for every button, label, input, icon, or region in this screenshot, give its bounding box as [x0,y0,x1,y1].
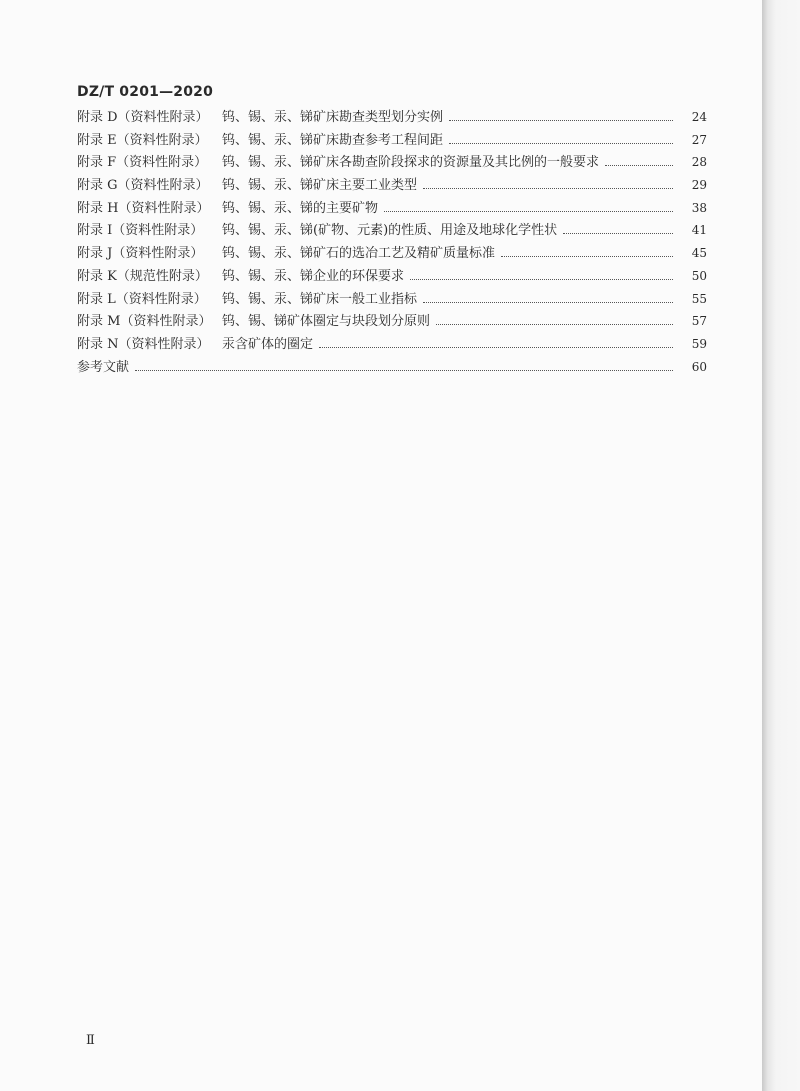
toc-entry[interactable] [77,333,707,356]
page-number: Ⅱ [86,1033,95,1048]
toc-entry-label: 附录 K（规范性附录） [77,268,208,284]
toc-entry-label: 附录 M（资料性附录） [77,314,212,330]
toc-leader-dots [563,233,673,234]
toc-entry-label: 附录 D（资料性附录） [77,110,209,125]
toc-entry-title: 钨、锡、汞、锑矿床各勘查阶段探求的资源量及其比例的一般要求 [222,155,600,171]
toc-entry[interactable] [77,197,707,220]
toc-leader-dots [423,188,673,189]
toc-entry-page: 45 [691,246,707,261]
toc-entry-title: 钨、锡、汞、锑矿床勘查类型划分实例 [222,110,444,125]
toc-entry-title: 钨、锡、汞、锑企业的环保要求 [222,268,405,284]
scan-edge [762,0,800,1091]
toc-entry-page: 59 [691,336,707,351]
toc-entry-title: 钨、锡、汞、锑矿石的选冶工艺及精矿质量标准 [222,246,496,262]
toc-leader-dots [449,143,673,144]
toc-leader-dots [135,370,673,371]
toc-entry-references[interactable] [77,356,707,379]
toc-entry[interactable] [77,265,707,288]
toc-entry-label: 附录 H（资料性附录） [77,200,210,216]
toc-entry[interactable] [77,310,707,333]
toc-leader-dots [423,302,673,303]
toc-entry-title: 钨、锡、锑矿体圈定与块段划分原则 [222,314,431,330]
toc-entry-label: 附录 I（资料性附录） [77,223,204,239]
toc-entry[interactable] [77,219,707,242]
toc-leader-dots [501,256,673,257]
toc-entry-page: 28 [691,155,707,170]
toc-references-title: 参考文献 [77,359,130,375]
toc-entry-label: 附录 J（资料性附录） [77,246,204,262]
toc-leader-dots [449,120,673,121]
table-of-contents [77,106,707,378]
toc-entry[interactable] [77,106,707,129]
toc-entry-title: 钨、锡、汞、锑的主要矿物 [222,200,379,216]
toc-entry-page: 55 [691,291,707,306]
toc-entry[interactable] [77,174,707,197]
toc-entry-page: 41 [691,223,707,238]
toc-entry-title: 钨、锡、汞、锑矿床一般工业指标 [222,291,418,307]
toc-entry-page: 24 [691,110,707,124]
toc-leader-dots [384,211,673,212]
toc-entry-label: 附录 N（资料性附录） [77,336,210,352]
toc-entry[interactable] [77,151,707,174]
toc-entry-title: 钨、锡、汞、锑矿床主要工业类型 [222,178,418,194]
toc-leader-dots [605,165,673,166]
toc-entry-page: 27 [691,132,707,147]
toc-leader-dots [410,279,673,280]
standard-code: DZ/T 0201—2020 [77,84,214,100]
toc-entry[interactable] [77,288,707,311]
toc-references-page: 60 [691,359,707,374]
toc-leader-dots [436,324,673,325]
toc-entry-page: 50 [691,268,707,283]
toc-entry-label: 附录 G（资料性附录） [77,178,209,194]
toc-entry-label: 附录 L（资料性附录） [77,291,207,307]
toc-entry-title: 钨、锡、汞、锑(矿物、元素)的性质、用途及地球化学性状 [222,223,558,239]
toc-entry-page: 57 [691,314,707,329]
toc-entry-page: 38 [691,200,707,215]
toc-entry[interactable] [77,129,707,152]
toc-entry-title: 钨、锡、汞、锑矿床勘查参考工程间距 [222,132,444,148]
toc-entry-title: 汞含矿体的圈定 [222,336,314,352]
toc-entry-label: 附录 E（资料性附录） [77,132,208,148]
toc-entry-page: 29 [691,178,707,193]
toc-leader-dots [319,347,673,348]
toc-entry[interactable] [77,242,707,265]
toc-entry-label: 附录 F（资料性附录） [77,155,208,171]
